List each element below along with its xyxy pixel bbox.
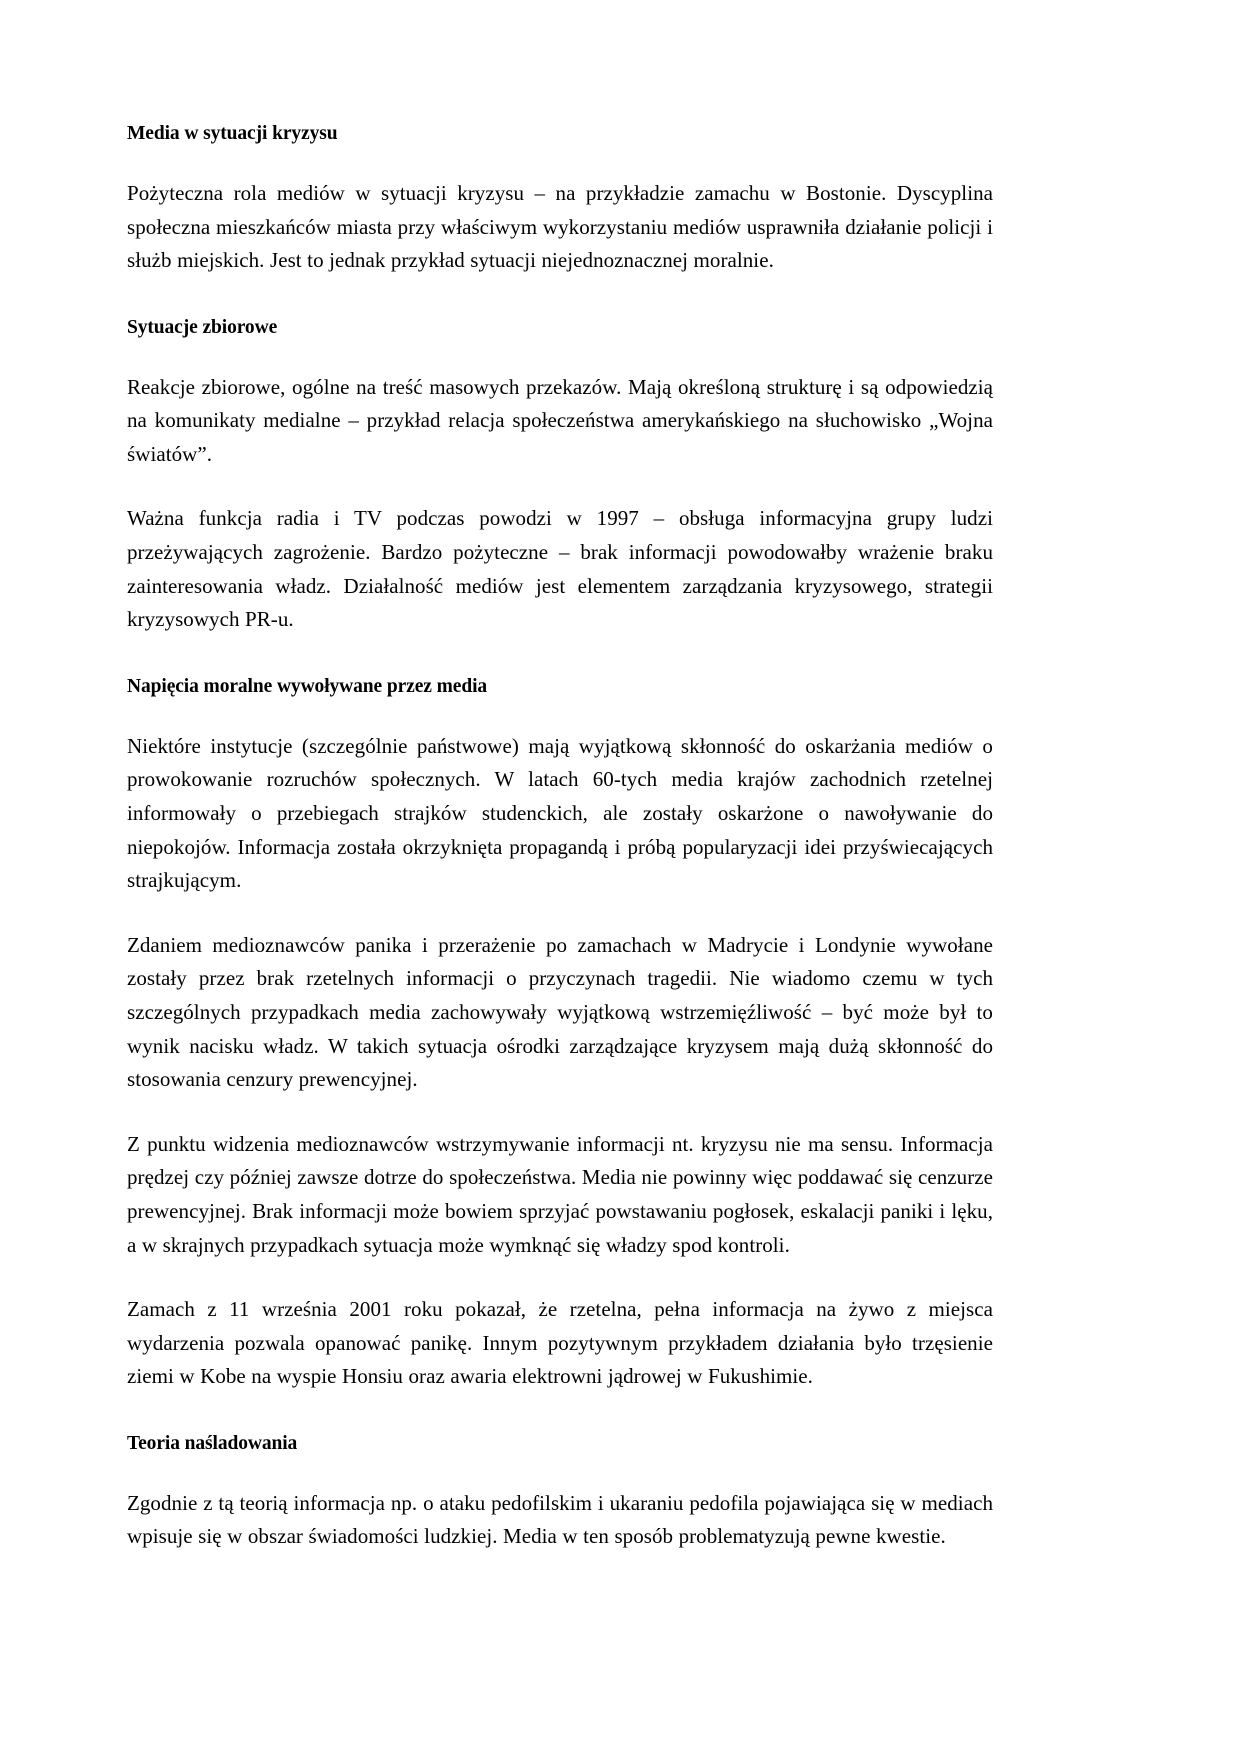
page-title: Media w sytuacji kryzysu — [127, 123, 338, 144]
paragraph-radio-tv-powodz: Ważna funkcja radia i TV podczas powodzi w 1997 – obsługa informacyjna grupy ludzi przeżywających zagrożenie. Bardzo pożyteczne – brak informacji powodowałby wrażenie braku zainteresowania władz. Działalność mediów jest elementem zarządzania kryzysowego, strategii kryzysowych PR-u. — [127, 506, 993, 632]
paragraph-teoria-nasladowania: Zgodnie z tą teorią informacja np. o ataku pedofilskim i ukaraniu pedofila pojawiająca się w mediach wpisuje się w obszar świadomości ludzkiej. Media w ten sposób problematyzują pewne kwestie. — [127, 1490, 993, 1549]
paragraph-intro: Pożyteczna rola mediów w sytuacji kryzysu – na przykładzie zamachu w Bostonie. Dyscyplina społeczna mieszkańców miasta przy właściwym wykorzystaniu mediów usprawniła działanie policji i służb miejskich. Jest to jednak przykład sytuacji niejednoznacznej moralnie. — [127, 180, 993, 273]
paragraph-cenzura-prewencyjna: Z punktu widzenia medioznawców wstrzymywanie informacji nt. kryzysu nie ma sensu. Informacja prędzej czy później zawsze dotrze do społeczeństwa. Media nie powinny więc poddawać się cenzurze prewencyjnej. Brak informacji może bowiem sprzyjać powstawaniu pogłosek, eskalacji paniki i lęku, a w skrajnych przypadkach sytuacja może wymknąć się władzy spod kontroli. — [127, 1131, 993, 1257]
paragraph-reakcje-zbiorowe: Reakcje zbiorowe, ogólne na treść masowych przekazów. Mają określoną strukturę i są odpowiedzią na komunikaty medialne – przykład relacja społeczeństwa amerykańskiego na słuchowisko „Wojna światów”. — [127, 374, 993, 466]
section-heading-teoria-nasladowania: Teoria naśladowania — [127, 1432, 298, 1454]
paragraph-madryt-londyn: Zdaniem medioznawców panika i przerażenie po zamachach w Madrycie i Londynie wywołane zostały przez brak rzetelnych informacji o przyczynach tragedii. Nie wiadomo czemu w tych szczególnych przypadkach media zachowywały wyjątkową wstrzemięźliwość – być może był to wynik nacisku władz. W takich sytuacja ośrodki zarządzające kryzysem mają dużą skłonność do stosowania cenzury prewencyjnej. — [127, 932, 993, 1092]
paragraph-zamach-11-wrzesnia: Zamach z 11 września 2001 roku pokazał, że rzetelna, pełna informacja na żywo z miejsca wydarzenia pozwala opanować panikę. Innym pozytywnym przykładem działania było trzęsienie ziemi w Kobe na wyspie Honsiu oraz awaria elektrowni jądrowej w Fukushimie. — [127, 1297, 993, 1389]
document-body — [127, 122, 993, 1554]
paragraph-instytucje-oskarzanie: Niektóre instytucje (szczególnie państwowe) mają wyjątkową skłonność do oskarżania mediów o prowokowanie rozruchów społecznych. W latach 60-tych media krajów zachodnich rzetelnej informowały o przebiegach strajków studenckich, ale zostały oskarżone o nawoływanie do niepokojów. Informacja została okrzyknięta propagandą i próbą popularyzacji idei przyświecających strajkującym. — [127, 733, 993, 893]
section-heading-sytuacje-zbiorowe: Sytuacje zbiorowe — [127, 316, 278, 338]
section-heading-napiecia-moralne: Napięcia moralne wywoływane przez media — [127, 675, 488, 697]
